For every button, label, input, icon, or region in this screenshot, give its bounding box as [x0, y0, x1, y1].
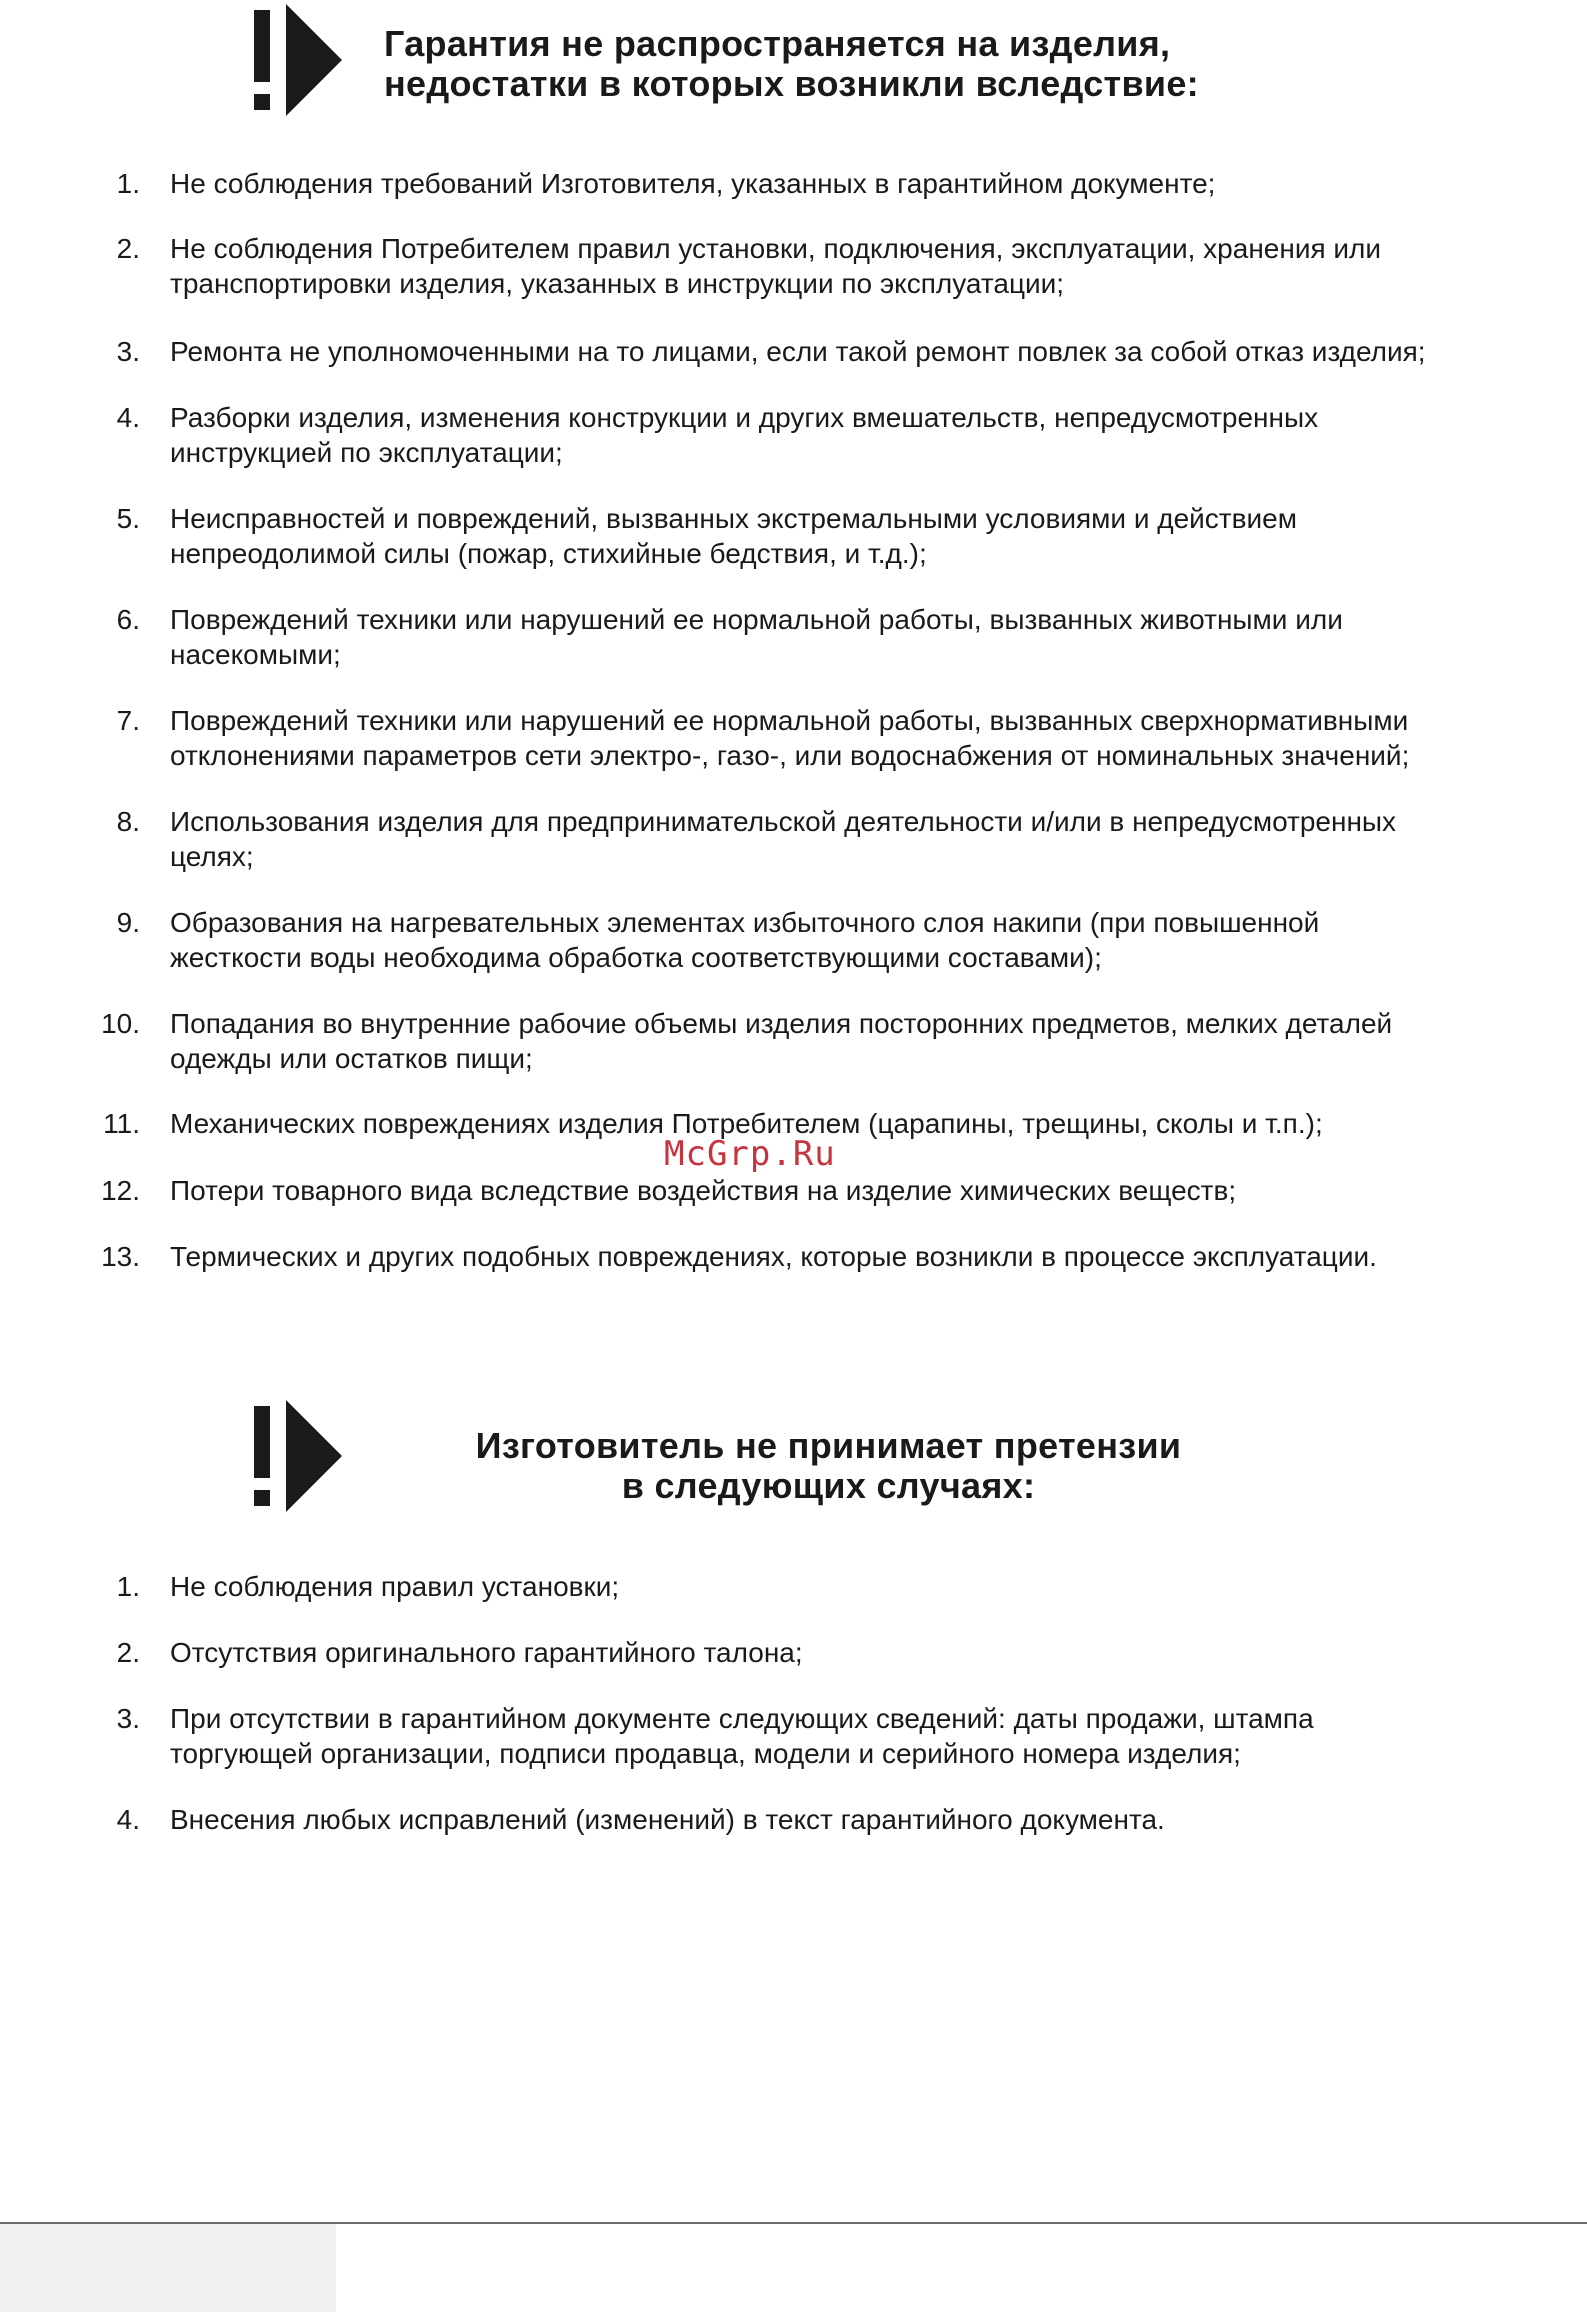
list-item-number: 3. [116, 336, 140, 367]
list-item-text [170, 1173, 1570, 1208]
list-item-text [170, 400, 1570, 470]
list-item-number: 1. [116, 1571, 140, 1602]
list-item-line: Разборки изделия, изменения конструкции и других вмешательств, непредусмотренных [170, 402, 1319, 433]
section1-heading-line1: Гарантия не распространяется на изделия, [384, 23, 1171, 64]
section1-header [0, 0, 1587, 120]
watermark: McGrp.Ru [664, 1134, 836, 1174]
list-item-line: Механических повреждениях изделия Потребителем (царапины, трещины, сколы и т.п.); [170, 1108, 1323, 1139]
list-item-line: непреодолимой силы (пожар, стихийные бедствия, и т.д.); [170, 538, 927, 569]
warning-exclamation-arrow-icon [248, 2, 344, 120]
list-item-text [170, 1802, 1570, 1837]
list-item-text [170, 1106, 1570, 1141]
list-item-number: 12. [101, 1175, 140, 1206]
list-item-line: Потери товарного вида вследствие воздействия на изделие химических веществ; [170, 1175, 1237, 1206]
section2-header [0, 1398, 1587, 1518]
list-item-line: Неисправностей и повреждений, вызванных экстремальными условиями и действием [170, 503, 1297, 534]
list-item-number: 4. [116, 1804, 140, 1835]
list-item-line: одежды или остатков пищи; [170, 1043, 533, 1074]
list-item-text [170, 166, 1570, 201]
list-item-line: насекомыми; [170, 639, 341, 670]
list-item-line: жесткости воды необходима обработка соответствующими составами); [170, 942, 1102, 973]
list-item-line: Повреждений техники или нарушений ее нормальной работы, вызванных сверхнормативными [170, 705, 1409, 736]
list-item-line: Термических и других подобных повреждениях, которые возникли в процессе эксплуатации. [170, 1241, 1377, 1272]
list-item-line: Не соблюдения Потребителем правил установки, подключения, эксплуатации, хранения или [170, 233, 1382, 264]
section1-heading-line2: недостатки в которых возникли вследствие: [384, 63, 1199, 104]
list-item-line: Попадания во внутренние рабочие объемы изделия посторонних предметов, мелких деталей [170, 1008, 1393, 1039]
list-item-number: 4. [116, 402, 140, 433]
list-item-text [170, 1569, 1570, 1604]
footer-page-box [0, 2224, 336, 2312]
section2-heading-line2: в следующих случаях: [621, 1465, 1036, 1506]
list-item-line: Повреждений техники или нарушений ее нормальной работы, вызванных животными или [170, 604, 1343, 635]
list-item-text [170, 804, 1570, 874]
list-item-number: 2. [116, 1637, 140, 1668]
list-item-line: транспортировки изделия, указанных в инструкции по эксплуатации; [170, 268, 1065, 299]
list-item-line: Не соблюдения требований Изготовителя, указанных в гарантийном документе; [170, 168, 1216, 199]
list-item-text [170, 1006, 1570, 1076]
list-item-line: Ремонта не уполномоченными на то лицами, если такой ремонт повлек за собой отказ изделия; [170, 336, 1426, 367]
section2-heading [0, 1426, 1587, 1506]
list-item-line: целях; [170, 841, 254, 872]
list-item-number: 9. [116, 907, 140, 938]
list-item-text [170, 1239, 1570, 1274]
list-item-text [170, 501, 1570, 571]
list-item-text [170, 1701, 1570, 1771]
list-item-line: Внесения любых исправлений (изменений) в текст гарантийного документа. [170, 1804, 1165, 1835]
section1-heading [384, 24, 1199, 104]
list-item-line: При отсутствии в гарантийном документе следующих сведений: даты продажи, штампа [170, 1703, 1314, 1734]
list-item-line: Образования на нагревательных элементах избыточного слоя накипи (при повышенной [170, 907, 1320, 938]
list-item-number: 8. [116, 806, 140, 837]
list-item-text [170, 1635, 1570, 1670]
section2-heading-line1: Изготовитель не принимает претензии [475, 1425, 1182, 1466]
list-item-text [170, 703, 1570, 773]
list-item-line: инструкцией по эксплуатации; [170, 437, 563, 468]
list-item-line: Отсутствия оригинального гарантийного талона; [170, 1637, 803, 1668]
list-item-text [170, 231, 1570, 301]
list-item-number: 6. [116, 604, 140, 635]
list-item-number: 5. [116, 503, 140, 534]
list-item-text [170, 334, 1570, 369]
list-item-number: 13. [101, 1241, 140, 1272]
list-item-number: 7. [116, 705, 140, 736]
list-item-line: отклонениями параметров сети электро-, газо-, или водоснабжения от номинальных значений; [170, 740, 1410, 771]
list-item-number: 2. [116, 233, 140, 264]
list-item-text [170, 602, 1570, 672]
list-item-line: Использования изделия для предпринимательской деятельности и/или в непредусмотренных [170, 806, 1397, 837]
list-item-number: 3. [116, 1703, 140, 1734]
list-item-line: Не соблюдения правил установки; [170, 1571, 620, 1602]
list-item-number: 1. [116, 168, 140, 199]
list-item-line: торгующей организации, подписи продавца, модели и серийного номера изделия; [170, 1738, 1241, 1769]
list-item-number: 11. [103, 1108, 140, 1139]
list-item-number: 10. [101, 1008, 140, 1039]
list-item-text [170, 905, 1570, 975]
